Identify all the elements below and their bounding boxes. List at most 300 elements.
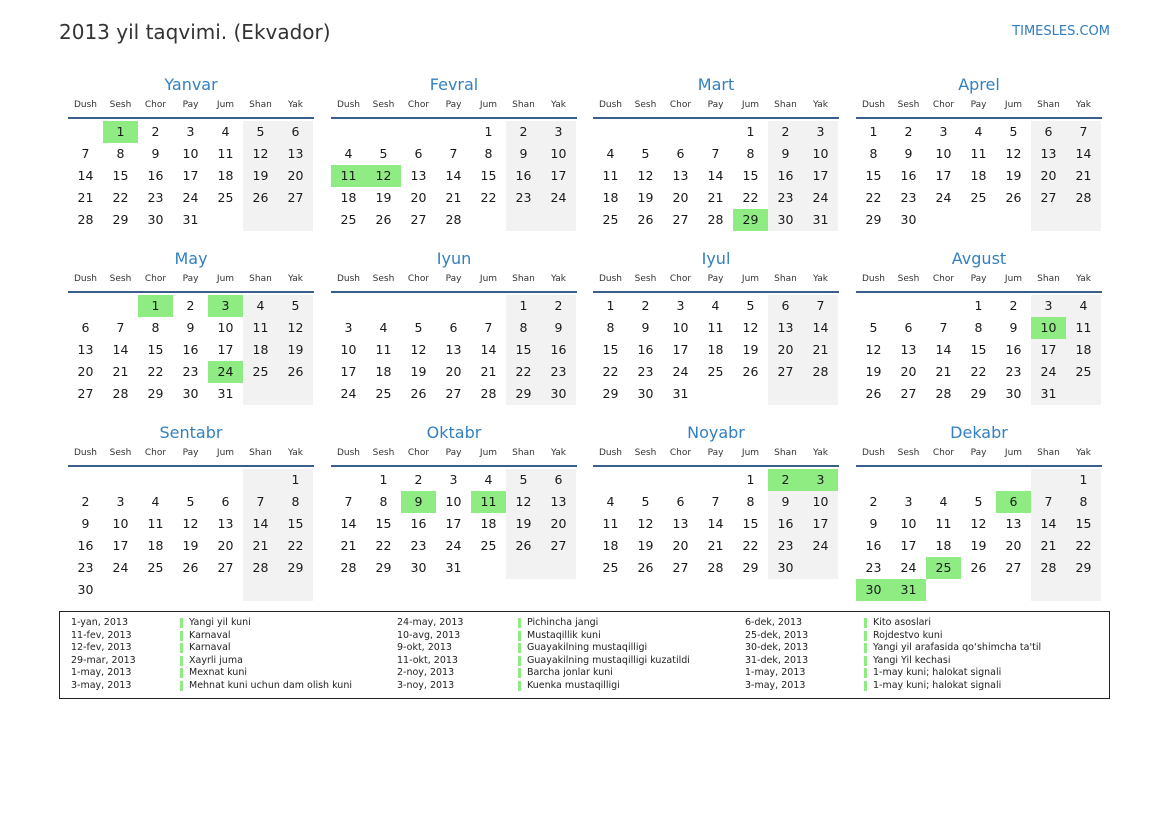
calendar-day: 2 xyxy=(151,124,160,139)
month-mart xyxy=(593,75,839,231)
calendar-day: 6 xyxy=(1031,121,1066,143)
calendar-day: 4 xyxy=(379,320,388,335)
empty-cell xyxy=(506,209,541,231)
calendar-day: 11 xyxy=(147,516,164,531)
holiday-date: 10-avg, 2013 xyxy=(397,629,461,641)
day-grid xyxy=(68,295,314,405)
calendar-day: 15 xyxy=(278,513,313,535)
weekday-label: Shan xyxy=(249,274,272,284)
calendar-day: 6 xyxy=(449,320,458,335)
holiday-date: 11-okt, 2013 xyxy=(397,654,458,666)
calendar-day: 6 xyxy=(221,494,230,509)
calendar-day: 28 xyxy=(77,212,94,227)
calendar-day: 19 xyxy=(243,165,278,187)
holiday-marker xyxy=(518,618,521,628)
weekday-label: Jum xyxy=(479,274,498,284)
calendar-day: 5 xyxy=(243,121,278,143)
calendar-day: 29 xyxy=(970,386,987,401)
calendar-day: 23 xyxy=(541,361,576,383)
empty-cell xyxy=(891,469,926,491)
calendar-day: 8 xyxy=(151,320,160,335)
calendar-day: 6 xyxy=(676,146,685,161)
calendar-day: 5 xyxy=(278,295,313,317)
calendar-day: 7 xyxy=(243,491,278,513)
calendar-day: 23 xyxy=(506,187,541,209)
legend-item xyxy=(397,655,727,668)
holiday-day: 10 xyxy=(1031,317,1066,339)
holiday-name: Pichincha jangi xyxy=(527,617,599,628)
empty-cell xyxy=(68,469,103,491)
weekday-label: Jum xyxy=(1004,448,1023,458)
calendar-day: 29 xyxy=(147,386,164,401)
calendar-day: 11 xyxy=(970,146,987,161)
calendar-day: 27 xyxy=(278,187,313,209)
calendar-day: 13 xyxy=(900,342,917,357)
calendar-day: 7 xyxy=(344,494,353,509)
calendar-day: 25 xyxy=(375,386,392,401)
calendar-day: 11 xyxy=(1066,317,1101,339)
calendar-day: 9 xyxy=(186,320,195,335)
empty-cell xyxy=(803,383,838,405)
calendar-day: 12 xyxy=(637,168,654,183)
weekday-label: Pay xyxy=(445,100,462,110)
calendar-day: 1 xyxy=(278,469,313,491)
weekday-label: Chor xyxy=(669,100,692,110)
weekday-label: Pay xyxy=(970,100,987,110)
calendar-day: 9 xyxy=(904,146,913,161)
calendar-day: 26 xyxy=(506,535,541,557)
weekday-label: Shan xyxy=(512,448,535,458)
legend-item xyxy=(745,667,1075,680)
calendar-day: 21 xyxy=(1066,165,1101,187)
calendar-day: 6 xyxy=(278,121,313,143)
weekday-label: Shan xyxy=(1037,448,1060,458)
weekday-label: Pay xyxy=(445,274,462,284)
calendar-day: 29 xyxy=(278,557,313,579)
calendar-day: 12 xyxy=(410,342,427,357)
calendar-day: 26 xyxy=(865,386,882,401)
calendar-day: 20 xyxy=(900,364,917,379)
calendar-day: 18 xyxy=(602,190,619,205)
holiday-name: Guayakilning mustaqilligi kuzatildi xyxy=(527,654,690,666)
holiday-date: 29-mar, 2013 xyxy=(71,654,136,666)
calendar-day: 20 xyxy=(1031,165,1066,187)
calendar-day: 3 xyxy=(116,494,125,509)
calendar-day: 9 xyxy=(768,491,803,513)
calendar-day: 29 xyxy=(1066,557,1101,579)
calendar-day: 27 xyxy=(1031,187,1066,209)
calendar-day: 28 xyxy=(112,386,129,401)
empty-cell xyxy=(208,209,243,231)
empty-cell xyxy=(926,209,961,231)
calendar-day: 27 xyxy=(672,212,689,227)
weekday-label: Jum xyxy=(479,100,498,110)
calendar-day: 24 xyxy=(900,560,917,575)
weekday-label: Jum xyxy=(216,100,235,110)
calendar-day: 25 xyxy=(340,212,357,227)
calendar-day: 19 xyxy=(637,538,654,553)
month-name: Noyabr xyxy=(687,423,745,442)
calendar-day: 2 xyxy=(904,124,913,139)
holiday-date: 11-fev, 2013 xyxy=(71,629,132,641)
calendar-day: 18 xyxy=(147,538,164,553)
calendar-day: 20 xyxy=(445,364,462,379)
calendar-day: 14 xyxy=(480,342,497,357)
calendar-day: 27 xyxy=(410,212,427,227)
calendar-day: 19 xyxy=(970,538,987,553)
empty-cell xyxy=(243,209,278,231)
weekday-label: Sesh xyxy=(372,274,395,284)
calendar-day: 2 xyxy=(869,494,878,509)
calendar-day: 26 xyxy=(742,364,759,379)
empty-cell xyxy=(768,383,803,405)
empty-cell xyxy=(698,469,733,491)
empty-cell xyxy=(366,295,401,317)
calendar-day: 29 xyxy=(742,560,759,575)
calendar-day: 8 xyxy=(1066,491,1101,513)
weekday-label: Jum xyxy=(1004,274,1023,284)
calendar-day: 4 xyxy=(484,472,493,487)
calendar-day: 25 xyxy=(243,361,278,383)
calendar-day: 21 xyxy=(1031,535,1066,557)
empty-cell xyxy=(1066,579,1101,601)
calendar-day: 16 xyxy=(182,342,199,357)
calendar-day: 14 xyxy=(243,513,278,535)
holiday-name: Kito asoslari xyxy=(873,617,931,628)
calendar-day: 27 xyxy=(768,361,803,383)
calendar-day: 12 xyxy=(182,516,199,531)
header-rule xyxy=(68,117,314,119)
calendar-day: 22 xyxy=(742,190,759,205)
calendar-day: 13 xyxy=(1031,143,1066,165)
calendar-day: 20 xyxy=(77,364,94,379)
calendar-day: 24 xyxy=(935,190,952,205)
legend-item xyxy=(745,680,1075,693)
calendar-day: 19 xyxy=(278,339,313,361)
weekday-header xyxy=(593,445,839,461)
calendar-day: 17 xyxy=(182,168,199,183)
calendar-day: 21 xyxy=(803,339,838,361)
calendar-day: 21 xyxy=(707,538,724,553)
header-rule xyxy=(331,291,577,293)
header-rule xyxy=(68,291,314,293)
calendar-day: 15 xyxy=(1066,513,1101,535)
empty-cell xyxy=(628,121,663,143)
brand-link[interactable]: TIMESLES.COM xyxy=(1012,24,1110,39)
holiday-marker xyxy=(518,643,521,653)
holiday-name: Yangi yil kuni xyxy=(189,617,251,628)
weekday-label: Dush xyxy=(73,100,98,110)
calendar-day: 31 xyxy=(803,209,838,231)
calendar-day: 16 xyxy=(77,538,94,553)
calendar-day: 30 xyxy=(541,383,576,405)
weekday-label: Shan xyxy=(1037,274,1060,284)
calendar-day: 4 xyxy=(221,124,230,139)
holiday-date: 31-dek, 2013 xyxy=(745,654,809,666)
empty-cell xyxy=(68,295,103,317)
calendar-day: 14 xyxy=(935,342,952,357)
weekday-header xyxy=(593,97,839,113)
holiday-date: 1-yan, 2013 xyxy=(71,617,128,628)
calendar-day: 28 xyxy=(707,212,724,227)
calendar-day: 20 xyxy=(217,538,234,553)
calendar-day: 19 xyxy=(506,513,541,535)
calendar-day: 8 xyxy=(278,491,313,513)
calendar-day: 21 xyxy=(445,190,462,205)
calendar-day: 7 xyxy=(711,494,720,509)
calendar-day: 14 xyxy=(340,516,357,531)
holiday-day: 3 xyxy=(208,295,243,317)
calendar-day: 17 xyxy=(541,165,576,187)
holiday-marker xyxy=(864,656,867,666)
calendar-day: 4 xyxy=(344,146,353,161)
empty-cell xyxy=(208,579,243,601)
calendar-day: 7 xyxy=(484,320,493,335)
month-dekabr xyxy=(856,423,1102,601)
calendar-day: 20 xyxy=(768,339,803,361)
weekday-label: Yak xyxy=(813,100,828,110)
calendar-day: 18 xyxy=(935,538,952,553)
month-name: Oktabr xyxy=(426,423,482,442)
empty-cell xyxy=(278,209,313,231)
calendar-day: 28 xyxy=(1066,187,1101,209)
month-yanvar xyxy=(68,75,314,231)
empty-cell xyxy=(331,121,366,143)
calendar-day: 7 xyxy=(711,146,720,161)
calendar-day: 15 xyxy=(742,168,759,183)
day-grid xyxy=(331,469,577,579)
empty-cell xyxy=(278,579,313,601)
calendar-day: 31 xyxy=(672,386,689,401)
calendar-day: 14 xyxy=(803,317,838,339)
calendar-day: 22 xyxy=(278,535,313,557)
empty-cell xyxy=(173,579,208,601)
calendar-day: 13 xyxy=(672,168,689,183)
weekday-label: Dush xyxy=(598,100,623,110)
month-iyun xyxy=(331,249,577,405)
calendar-day: 23 xyxy=(182,364,199,379)
holiday-marker xyxy=(518,631,521,641)
calendar-day: 19 xyxy=(410,364,427,379)
calendar-day: 11 xyxy=(217,146,234,161)
calendar-day: 6 xyxy=(768,295,803,317)
legend-item xyxy=(745,642,1075,655)
holiday-day: 9 xyxy=(401,491,436,513)
calendar-day: 16 xyxy=(900,168,917,183)
calendar-day: 14 xyxy=(445,168,462,183)
month-aprel xyxy=(856,75,1102,231)
holiday-day: 11 xyxy=(331,165,366,187)
calendar-day: 28 xyxy=(243,557,278,579)
calendar-day: 19 xyxy=(375,190,392,205)
calendar-day: 1 xyxy=(1066,469,1101,491)
calendar-day: 14 xyxy=(112,342,129,357)
calendar-day: 3 xyxy=(1031,295,1066,317)
calendar-day: 19 xyxy=(637,190,654,205)
calendar-day: 22 xyxy=(865,190,882,205)
holiday-name: Kuenka mustaqilligi xyxy=(527,679,620,691)
calendar-day: 10 xyxy=(672,320,689,335)
legend-item xyxy=(745,655,1075,668)
calendar-day: 20 xyxy=(672,538,689,553)
calendar-day: 30 xyxy=(637,386,654,401)
weekday-label: Sesh xyxy=(634,274,657,284)
empty-cell xyxy=(961,209,996,231)
legend-item xyxy=(71,655,401,668)
holiday-marker xyxy=(518,668,521,678)
holiday-marker xyxy=(180,668,183,678)
calendar-day: 25 xyxy=(970,190,987,205)
calendar-day: 1 xyxy=(746,472,755,487)
holiday-date: 3-noy, 2013 xyxy=(397,679,455,691)
holiday-day: 29 xyxy=(733,209,768,231)
holiday-legend xyxy=(59,611,1110,699)
holiday-day: 1 xyxy=(103,121,138,143)
empty-cell xyxy=(1031,579,1066,601)
calendar-day: 27 xyxy=(672,560,689,575)
holiday-marker xyxy=(864,631,867,641)
page-title: 2013 yil taqvimi. (Ekvador) xyxy=(59,20,331,44)
calendar-day: 2 xyxy=(414,472,423,487)
calendar-day: 10 xyxy=(803,491,838,513)
day-grid xyxy=(331,121,577,231)
empty-cell xyxy=(506,557,541,579)
holiday-marker xyxy=(180,656,183,666)
empty-cell xyxy=(1066,209,1101,231)
calendar-day: 8 xyxy=(484,146,493,161)
holiday-day: 31 xyxy=(891,579,926,601)
legend-item xyxy=(397,642,727,655)
calendar-day: 5 xyxy=(186,494,195,509)
calendar-day: 24 xyxy=(1031,361,1066,383)
calendar-day: 9 xyxy=(151,146,160,161)
weekday-header xyxy=(68,445,314,461)
calendar-day: 23 xyxy=(1005,364,1022,379)
calendar-day: 20 xyxy=(541,513,576,535)
calendar-day: 21 xyxy=(243,535,278,557)
weekday-label: Shan xyxy=(1037,100,1060,110)
empty-cell xyxy=(243,579,278,601)
calendar-day: 15 xyxy=(147,342,164,357)
legend-item xyxy=(71,642,401,655)
legend-item xyxy=(397,680,727,693)
calendar-day: 13 xyxy=(217,516,234,531)
holiday-name: Guayakilning mustaqilligi xyxy=(527,642,648,653)
calendar-day: 5 xyxy=(414,320,423,335)
calendar-day: 26 xyxy=(278,361,313,383)
empty-cell xyxy=(541,209,576,231)
holiday-day: 2 xyxy=(768,469,803,491)
calendar-day: 16 xyxy=(1005,342,1022,357)
empty-cell xyxy=(961,469,996,491)
calendar-day: 1 xyxy=(506,295,541,317)
calendar-day: 5 xyxy=(746,298,755,313)
weekday-label: Jum xyxy=(216,448,235,458)
calendar-day: 4 xyxy=(974,124,983,139)
calendar-day: 30 xyxy=(410,560,427,575)
weekday-label: Pay xyxy=(970,448,987,458)
calendar-day: 1 xyxy=(869,124,878,139)
calendar-day: 21 xyxy=(112,364,129,379)
weekday-label: Dush xyxy=(598,274,623,284)
legend-item xyxy=(745,630,1075,643)
calendar-day: 5 xyxy=(641,494,650,509)
empty-cell xyxy=(471,557,506,579)
calendar-day: 10 xyxy=(803,143,838,165)
calendar-day: 11 xyxy=(707,320,724,335)
empty-cell xyxy=(208,469,243,491)
weekday-label: Dush xyxy=(861,100,886,110)
calendar-day: 3 xyxy=(186,124,195,139)
empty-cell xyxy=(698,121,733,143)
holiday-name: Rojdestvo kuni xyxy=(873,629,943,641)
weekday-label: Sesh xyxy=(897,448,920,458)
calendar-day: 7 xyxy=(449,146,458,161)
day-grid xyxy=(331,295,577,405)
empty-cell xyxy=(366,121,401,143)
calendar-day: 13 xyxy=(77,342,94,357)
calendar-day: 4 xyxy=(1066,295,1101,317)
weekday-label: Shan xyxy=(774,100,797,110)
calendar-day: 2 xyxy=(541,295,576,317)
calendar-day: 29 xyxy=(112,212,129,227)
weekday-label: Yak xyxy=(1076,100,1091,110)
legend-item xyxy=(397,630,727,643)
weekday-label: Yak xyxy=(288,448,303,458)
calendar-day: 3 xyxy=(676,298,685,313)
day-grid xyxy=(856,295,1102,405)
header-rule xyxy=(331,465,577,467)
calendar-day: 30 xyxy=(77,582,94,597)
calendar-day: 9 xyxy=(768,143,803,165)
empty-cell xyxy=(996,209,1031,231)
calendar-day: 10 xyxy=(112,516,129,531)
calendar-day: 23 xyxy=(865,560,882,575)
legend-item xyxy=(397,617,727,630)
calendar-day: 17 xyxy=(1031,339,1066,361)
calendar-day: 18 xyxy=(217,168,234,183)
header-rule xyxy=(593,291,839,293)
calendar-day: 25 xyxy=(147,560,164,575)
empty-cell xyxy=(173,469,208,491)
weekday-header xyxy=(331,271,577,287)
calendar-day: 21 xyxy=(340,538,357,553)
calendar-day: 22 xyxy=(602,364,619,379)
holiday-date: 9-okt, 2013 xyxy=(397,642,452,653)
calendar-day: 9 xyxy=(81,516,90,531)
calendar-day: 5 xyxy=(506,469,541,491)
calendar-day: 7 xyxy=(81,146,90,161)
weekday-label: Pay xyxy=(970,274,987,284)
calendar-day: 29 xyxy=(375,560,392,575)
calendar-day: 30 xyxy=(768,557,803,579)
weekday-label: Pay xyxy=(445,448,462,458)
holiday-date: 6-dek, 2013 xyxy=(745,617,803,628)
empty-cell xyxy=(698,383,733,405)
weekday-label: Yak xyxy=(813,448,828,458)
calendar-day: 4 xyxy=(243,295,278,317)
weekday-label: Shan xyxy=(249,100,272,110)
empty-cell xyxy=(103,469,138,491)
weekday-label: Sesh xyxy=(372,448,395,458)
weekday-label: Jum xyxy=(216,274,235,284)
holiday-day: 6 xyxy=(996,491,1031,513)
empty-cell xyxy=(436,121,471,143)
calendar-day: 30 xyxy=(147,212,164,227)
calendar-day: 27 xyxy=(1005,560,1022,575)
calendar-day: 26 xyxy=(243,187,278,209)
holiday-day: 3 xyxy=(803,469,838,491)
